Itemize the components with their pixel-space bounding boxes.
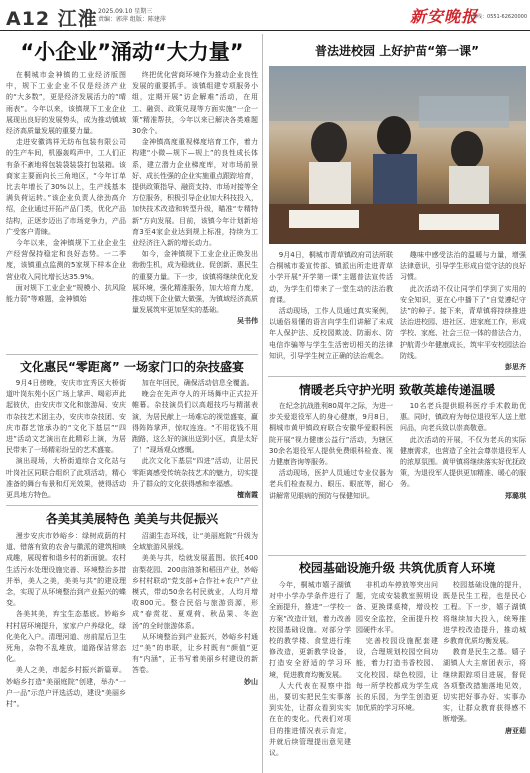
paragraph: 非机动车停放等突出问题，完成安装教室照明设备、更换课桌椅，增设校园安全监控，全面提升校园硬件水平。 bbox=[356, 581, 438, 634]
issue-meta bbox=[98, 8, 248, 24]
article-column bbox=[269, 580, 351, 770]
divider bbox=[268, 376, 526, 377]
article-title: 校园基础设施升级 共筑优质育人环境 bbox=[298, 561, 496, 575]
paragraph: 此次文化下基层“四进”活动，让居民零距离感受传统杂技艺术的魅力，切实提升了群众的文化获得感和幸福感。 bbox=[132, 457, 258, 488]
article-column bbox=[132, 378, 258, 500]
article-column bbox=[6, 531, 126, 769]
news-photo bbox=[269, 66, 526, 244]
author-signature: 吴书伟 bbox=[237, 317, 258, 326]
paragraph: 漫步安庆市妙峪乡：绿树成荫的村道、错落有致的农舍与徽派的建筑相映成趣，展现着和谐乡村的新面貌。农村生活污水处理设施完善、环境整治多措并举，美人之美，美美与共”的建设理念，实现了从环境整治到产业振兴的蝶变。 bbox=[6, 532, 126, 608]
article-column bbox=[356, 580, 438, 770]
article-column bbox=[6, 378, 126, 500]
paragraph: 今年，桐城市嬉子湖镇对中小学办学条件进行了全面提升，推进“一学校一方案”改造计划，着力改善校园基础设施。对部分学校的教学楼、食堂进行维修改造，更新教学设备，打造安全舒适的学习环境，促进教育均衡发展。 bbox=[269, 581, 351, 679]
author-signature: 彭思齐 bbox=[505, 363, 526, 372]
paragraph: 如今，金神镇规下工业企业正焕发出勃勃生机，成为稳就业、促创新、惠民生的重要力量。下一步，该镇将继续优化发展环境，强化精准服务，加大培育力度，推动规下企业做大做强，为镇域经济高质量发展筑牢更加坚实的基础。 bbox=[132, 250, 258, 315]
article-column bbox=[6, 70, 126, 350]
masthead bbox=[0, 0, 530, 31]
article-column bbox=[443, 580, 526, 770]
paragraph: 从环境整治到产业振兴，妙峪乡村通过“美”的串联，让乡村既有“颜值”更有“内涵”，正书写着美丽乡村建设的新答卷。 bbox=[132, 632, 258, 675]
paragraph: 沼湖生态环线，让“美丽庭院”升级为全域旅游风景线。 bbox=[132, 532, 258, 552]
divider bbox=[6, 505, 258, 506]
paragraph: 加在年回民，确保活动信息全覆盖。 bbox=[141, 379, 254, 387]
paragraph: 各美其美，弃宝生态基底。妙峪乡村村居环境提升，家家户户养绿化，绿化美化入户。清理河道、房前屋后卫生死角，杂物不乱堆放，道路保洁常态化。 bbox=[6, 610, 126, 664]
article-column bbox=[400, 250, 526, 372]
article-title: 文化惠民“零距离” 一场家门口的杂技盛宴 bbox=[20, 360, 244, 374]
page-section-label bbox=[6, 4, 98, 31]
article-column bbox=[132, 531, 258, 769]
article-title: “小企业”涌动“大力量” bbox=[20, 40, 244, 64]
author-signature: 檀南霞 bbox=[237, 491, 258, 500]
paragraph: 今年以来，金神镇规下工业企业生产经营保持稳定和良好态势。一二季度，该镇重点监测的5家规下样本企业营业收入同比增长达35.9%。 bbox=[6, 239, 126, 281]
paragraph: 美美与共，绘就发展蓝图。依托400亩梨花园、200亩油茶和稻田产业，妙峪乡村村联动“党支部+合作社+农户”产业模式，带动50余名村民就业，人均月增收800元。整合民俗与旅游资源，形成“春赏花、夏观荷、秋品果、冬泡汤”的全时旅游体系。 bbox=[132, 554, 258, 630]
paragraph: 9月4日傍晚，安庆市宜秀区大桥街道叶岗东苑小区广场上掌声、喝彩声此起彼伏，由安庆市文化和旅游局、安庆市杂技艺术团主办，安庆市杂技团、安庆市群艺馆承办的“文化下基层”“四进”活动文艺演出在此精彩上演，为居民带来了一场精彩纷呈的艺术盛宴。 bbox=[6, 379, 126, 455]
author-signature: 郑璐琪 bbox=[505, 491, 526, 500]
section-name: 江淮 bbox=[57, 8, 98, 30]
paragraph: 此次活动不仅让同学们学到了实用的安全知识，更在心中播下了“自觉遵纪守法”的种子。接下来，青草镇将持续推进法治进校园、进社区、进家庭工作，形成学校、家庭、社会三位一体的普法合力，护航青少年健康成长，筑牢平安校园法治防线。 bbox=[400, 284, 526, 360]
author-signature: 唐亚茹 bbox=[505, 726, 526, 735]
paragraph: 晚会在先声夺人的开场舞中正式拉开帷幕。杂技演员们以高超技巧与精湛表演，为居民献上一场难忘的视觉盛宴，赢得阵阵掌声，惊叹连连。“不用花钱不用跑路，这么好的演出送到小区，真是太好了！”现场观众感慨。 bbox=[132, 390, 258, 455]
paragraph: 教育是民生之基。嬉子湖镇人大主席团表示，将继续跟踪项目进展，督促各项整改措施落地见效，切实把好事办好、实事办实，让群众教育获得感不断增强。 bbox=[443, 648, 526, 724]
paragraph: 完善校园设施配套建设，合理规划校园空间功能，着力打造书香校园、文化校园、绿色校园，让每一所学校都成为学生成长的乐园，为学生创造更加优质的学习环境。 bbox=[356, 637, 438, 713]
paragraph: 活动现场，工作人员通过真实案例，以通俗易懂的语言向学生们讲解了未成年人保护法、反校园欺凌、防溺水、防电信诈骗等与学生生活密切相关的法律知识，引导学生树立正确的法治观念。 bbox=[269, 307, 393, 360]
editor-credits: 责编：郭萍 组版：陈建萍 bbox=[98, 16, 166, 23]
article-title: 各美其美展特色 美美与共促振兴 bbox=[45, 512, 219, 526]
paragraph: 终把优化营商环境作为推动企业良性发展的重要抓手。该镇组建专项服务小组，定期开展“访企解难”活动，在用工、融资、政策兑现等方面实施“一企一策”精准帮扶，今年以来已解决各类难题30余个。 bbox=[132, 71, 258, 136]
hotline: 热线：0551-62620000 bbox=[472, 14, 527, 20]
issue-date: 2025.09.10 星期三 bbox=[98, 8, 153, 15]
article-column bbox=[269, 250, 393, 372]
paragraph: 此次活动的开展，不仅为老兵的实际健康需求，也营造了全社会尊崇退役军人的浓厚氛围。黄甲镇将继续落实好优抚政策，为退役军人提供更加精准、暖心的服务。 bbox=[400, 435, 526, 489]
author-signature: 妙山 bbox=[244, 677, 258, 686]
article-column bbox=[132, 70, 258, 350]
paragraph: 趣味中感受法治的温暖与力量，增强法律意识，引导学生形成自觉守法的良好习惯。 bbox=[400, 251, 526, 282]
paragraph: 走进安徽鸿祥无纺布包装有限公司的生产车间，机器轰鸣声中，工人们正有条不紊地将包装袋装袋打包装箱。该商家主要面向长三角地区，“今年订单比去年增长了30%以上，生产线基本满负荷运转。”该企业负责人徐劲高介绍，企业通过开拓产品门类，优化产品结构，正逐步迈出了市场竞争力，产品广受客户青睐。 bbox=[6, 138, 126, 236]
article-column bbox=[269, 401, 393, 551]
paragraph: 演出现场，大桥街道综合文化站与叶岗社区同联合组织了此项活动，精心准备的舞台布景和灯光效果，使得活动更具地方特色。 bbox=[6, 457, 126, 500]
paragraph: 校园基础设施的提升，既是民生工程，也是民心工程。下一步，嬉子湖镇将继续加大投入，统筹推进学校改造提升，推动城乡教育优质均衡发展。 bbox=[443, 581, 526, 646]
column-divider bbox=[262, 34, 263, 773]
paragraph: 在桐城市金神镇的工业经济版图中，规下工业企业不仅是经济产业的“大多数”，更是经济发展活力的“晴雨表”。今年以来，该镇规下工业企业展现出良好的发展势头，成为推动镇域经济高质量发展的重要力量。 bbox=[6, 71, 126, 136]
paragraph: 9月4日，桐城市青草镇政府司法所联合桐城市委宣传部、镇派出所走进青草小学开展“开学第一课”主题普法宣传活动，为学生们带来了一堂生动的法治教育课。 bbox=[269, 251, 393, 304]
article-title: 情暖老兵守护光明 致敬英雄传递温暖 bbox=[298, 383, 496, 397]
paragraph: 人大代表在视察中指出，要切实把民生实事落到实处，让群众看到实实在在的变化。代表们对项目的推进情况表示肯定，并就后续管理提出意见建议。 bbox=[269, 681, 351, 758]
paragraph: 在纪念抗战胜利80周年之际，为进一步关爱退役军人的身心健康，9月8日，桐城市黄甲镇政府联合安徽华爱眼科医院开展“视力健康公益行”活动，为辖区30余名退役军人提供免费眼科检查、视力健康咨询等服务。 bbox=[269, 402, 393, 467]
newspaper-logo: 新安晚报 bbox=[409, 7, 478, 26]
paragraph: 金神镇高度重视梯度培育工作，着力构建“小微—规下—规上”的良性成长体系，建立潜力企业梯度库，对市场前景好、成长性强的企业实施重点跟踪培育，提供政策指导、融资支持、市场对接等全方位服务，积极引导企业加大科技投入，加快技术改造和转型升级，瞄准“专精特新”方向发展。目前，该镇今年计划新培育3至4家企业达到规上标准，持续为工业经济注入新的增长动力。 bbox=[132, 138, 258, 248]
paragraph: 面对规下工业企业“规模小、抗风险能力弱”等难题，金神镇始 bbox=[6, 283, 126, 304]
page-number: A12 bbox=[6, 8, 51, 30]
classroom-photo-illustration bbox=[269, 66, 526, 244]
paragraph: 活动现场，医护人员通过专业仪器为老兵们检查视力、眼压、眼底等，耐心讲解常见眼病的预防与保健知识。 bbox=[269, 469, 393, 500]
divider bbox=[268, 555, 526, 556]
paragraph: 10名老兵提供眼科医疗手术救助优惠。同时，镇政府为每位退役军人送上慰问品，向老兵致以崇高敬意。 bbox=[400, 402, 526, 433]
article-title: 普法进校园 上好护苗“第一课” bbox=[315, 44, 479, 58]
article-column bbox=[400, 401, 526, 551]
paragraph: 美人之美，串起乡村振兴新篇章。妙峪乡打造“美丽庭院”创建，举办“一户一品”示范户评选活动，建设“美丽乡村”。 bbox=[6, 666, 126, 709]
divider bbox=[6, 354, 258, 355]
